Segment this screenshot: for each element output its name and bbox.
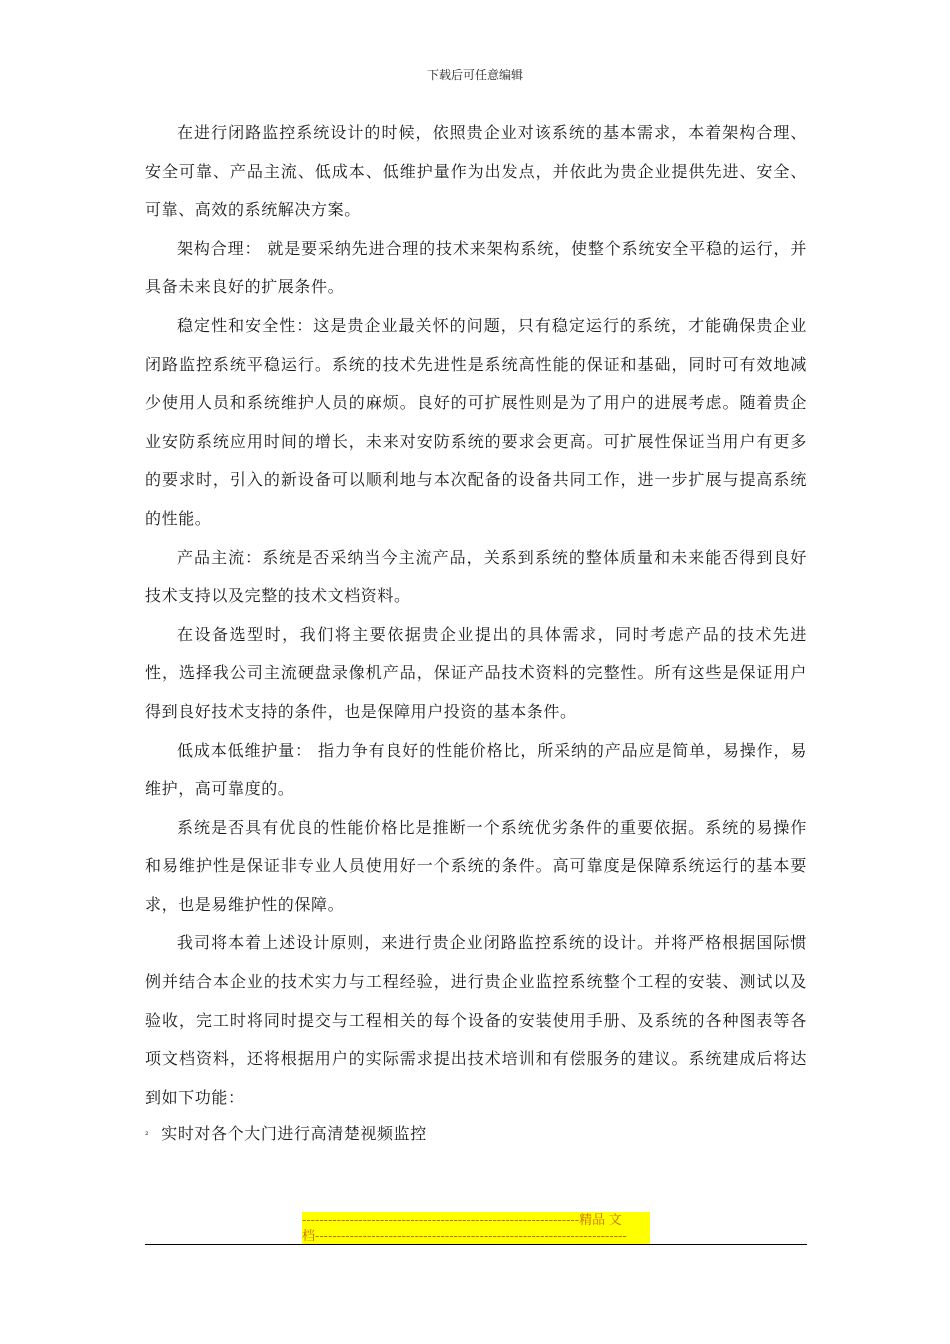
footer-divider — [145, 1244, 807, 1245]
paragraph-mainstream-products: 产品主流：系统是否采纳当今主流产品，关系到系统的整体质量和未来能否得到良好技术支持以及完整的技术文档资料。 — [145, 547, 807, 606]
bullet-text: 实时对各个大门进行高清楚视频监控 — [161, 1124, 427, 1144]
paragraph-low-cost: 低成本低维护量： 指力争有良好的性能价格比，所采纳的产品应是简单，易操作，易维护，高可靠度的。 — [145, 740, 807, 799]
bullet-mark: ² — [145, 1131, 150, 1142]
bullet-item — [145, 1117, 807, 1151]
paragraph-intro: 在进行闭路监控系统设计的时候，依照贵企业对该系统的基本需求，本着架构合理、安全可靠、产品主流、低成本、低维护量作为出发点，并依此为贵企业提供先进、安全、可靠、高效的系统解决方案。 — [145, 123, 807, 220]
paragraph-stability-security: 稳定性和安全性：这是贵企业最关怀的问题，只有稳定运行的系统，才能确保贵企业闭路监控系统平稳运行。系统的技术先进性是系统高性能的保证和基础，同时可有效地减少使用人员和系统维护人员的麻烦。良好的可扩展性则是为了用户的进展考虑。随着贵企业安防系统应用时间的增长，未来对安防系统的要求会更高。可扩展性保证当用户有更多的要求时，引入的新设备可以顺利地与本次配备的设备共同工作，进一步扩展与提高系统的性能。 — [145, 315, 807, 528]
paragraph-architecture: 架构合理： 就是要采纳先进合理的技术来架构系统，使整个系统安全平稳的运行，并具备未来良好的扩展条件。 — [145, 238, 807, 297]
paragraph-equipment-selection: 在设备选型时，我们将主要依据贵企业提出的具体需求，同时考虑产品的技术先进性，选择我公司主流硬盘录像机产品，保证产品技术资料的完整性。所有这些是保证用户得到良好技术支持的条件，也是保障用户投资的基本条件。 — [145, 624, 807, 721]
footer-line-2: 档------------------------------------------------------------------------ — [302, 1228, 627, 1243]
paragraph-design-commitment: 我司将本着上述设计原则，来进行贵企业闭路监控系统的设计。并将严格根据国际惯例并结合本企业的技术实力与工程经验，进行贵企业监控系统整个工程的安装、测试以及验收，完工时将同时提交与工程相关的每个设备的安装使用手册、及系统的各种图表等各项文档资料，还将根据用户的实际需求提出技术培训和有偿服务的建议。系统建成后将达到如下功能： — [145, 933, 807, 1107]
footer-watermark — [302, 1212, 650, 1244]
footer-line-1: ----------------------------------------------------------------精品 文 — [302, 1212, 622, 1227]
header-note: 下载后可任意编辑 — [426, 68, 523, 82]
document-body — [145, 114, 807, 1151]
paragraph-cost-performance: 系统是否具有优良的性能价格比是推断一个系统优劣条件的重要依据。系统的易操作和易维护性是保证非专业人员使用好一个系统的条件。高可靠度是保障系统运行的基本要求，也是易维护性的保障。 — [145, 817, 807, 914]
